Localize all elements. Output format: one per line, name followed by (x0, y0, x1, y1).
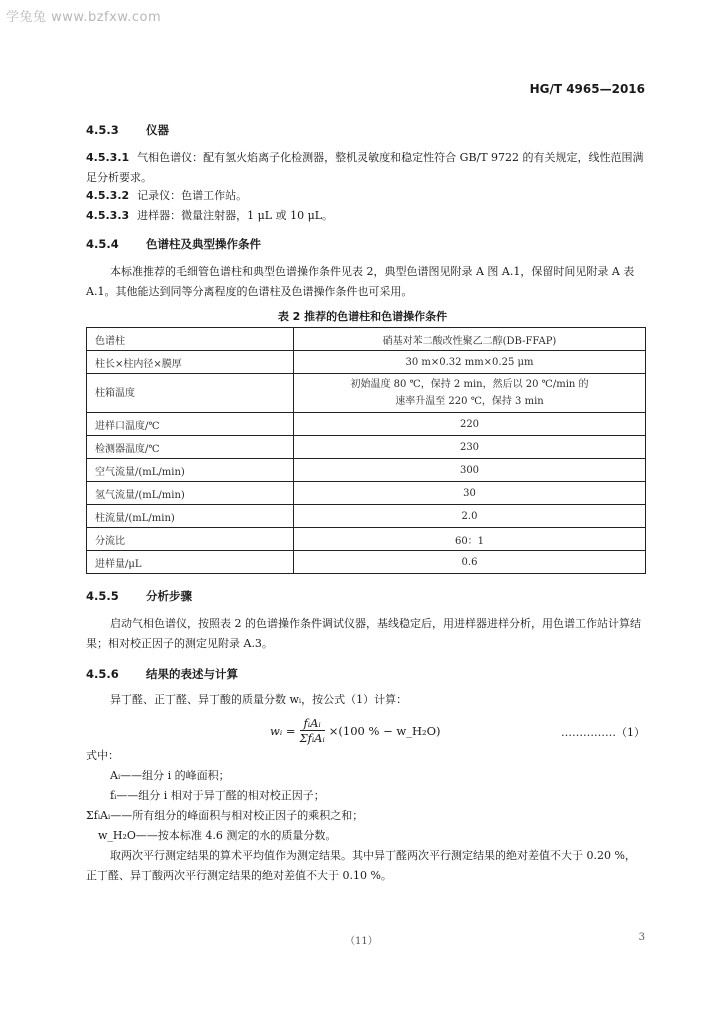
page-number: 3 (638, 932, 645, 943)
where-label: 式中： (86, 749, 119, 762)
table-row: 进样量/μL 0.6 (87, 551, 646, 574)
definition-item: ΣfᵢAᵢ——所有组分的峰面积与相对校正因子的乘积之和； (86, 809, 364, 822)
standard-number: HG/T 4965—2016 (529, 82, 645, 96)
table-caption: 表 2 推荐的色谱柱和色谱操作条件 (277, 310, 448, 323)
para-4-5-3-3: 4.5.3.3 进样器：微量注射器，1 μL 或 10 μL。 (86, 209, 334, 222)
table-row: 柱箱温度 初始温度 80 ℃，保持 2 min，然后以 20 ℃/min 的 速率升温至 220 ℃，保持 3 min (87, 374, 646, 413)
definition-item: w_H₂O——按本标准 4.6 测定的水的质量分数。 (98, 829, 337, 842)
table-row: 空气流量/(mL/min) 300 (87, 459, 646, 482)
heading-4-5-6: 4.5.6 结果的表述与计算 (86, 667, 238, 681)
para-4-5-4: 本标准推荐的毛细管色谱柱和典型色谱操作条件见表 2，典型色谱图见附录 A 图 A.1，保留时间见附录 A 表 A.1。其他能达到同等分离程度的色谱柱及色谱操作条件也可采用。 (86, 265, 635, 298)
table-row: 柱长×柱内径×膜厚 30 m×0.32 mm×0.25 μm (87, 351, 646, 374)
para-4-5-5: 启动气相色谱仪，按照表 2 的色谱操作条件调试仪器，基线稳定后，用进样器进样分析，用色谱工作站计算结果；相对校正因子的测定见附录 A.3。 (86, 617, 641, 650)
equation-number: ……………（1） (561, 726, 645, 739)
heading-4-5-3: 4.5.3 仪器 (86, 123, 169, 137)
table-row: 进样口温度/℃ 220 (87, 413, 646, 436)
table-row: 柱流量/(mL/min) 2.0 (87, 505, 646, 528)
conditions-table (86, 327, 646, 574)
para-4-5-3-1: 4.5.3.1 气相色谱仪：配有氢火焰离子化检测器，整机灵敏度和稳定性符合 GB/T 9722 的有关规定，线性范围满足分析要求。 (86, 151, 644, 184)
formula-1: wᵢ = $\frac{\text{fᵢAᵢ}}{\text{ΣfᵢAᵢ}}$ ×(100 % − w_H₂O) (270, 716, 441, 745)
table-row: 分流比 60：1 (87, 528, 646, 551)
heading-4-5-5: 4.5.5 分析步骤 (86, 589, 192, 603)
table-row: 氢气流量/(mL/min) 30 (87, 482, 646, 505)
definition-item: fᵢ——组分 i 相对于异丁醛的相对校正因子； (110, 789, 325, 802)
para-result: 取两次平行测定结果的算术平均值作为测定结果。其中异丁醛两次平行测定结果的绝对差值不大于 0.20 %，正丁醛、异丁酸两次平行测定结果的绝对差值不大于 0.10 %。 (86, 849, 636, 882)
table-row: 检测器温度/℃ 230 (87, 436, 646, 459)
para-4-5-6-intro: 异丁醛、正丁醛、异丁酸的质量分数 wᵢ，按公式（1）计算： (110, 693, 408, 706)
page-center-mark: （11） (345, 936, 378, 947)
para-4-5-3-2: 4.5.3.2 记录仪：色谱工作站。 (86, 189, 248, 202)
definition-item: Aᵢ——组分 i 的峰面积； (110, 769, 230, 782)
heading-4-5-4: 4.5.4 色谱柱及典型操作条件 (86, 237, 261, 251)
watermark: 学兔兔 www.bzfxw.com (6, 10, 162, 25)
table-row: 色谱柱 硝基对苯二酸改性聚乙二醇(DB-FFAP) (87, 328, 646, 351)
